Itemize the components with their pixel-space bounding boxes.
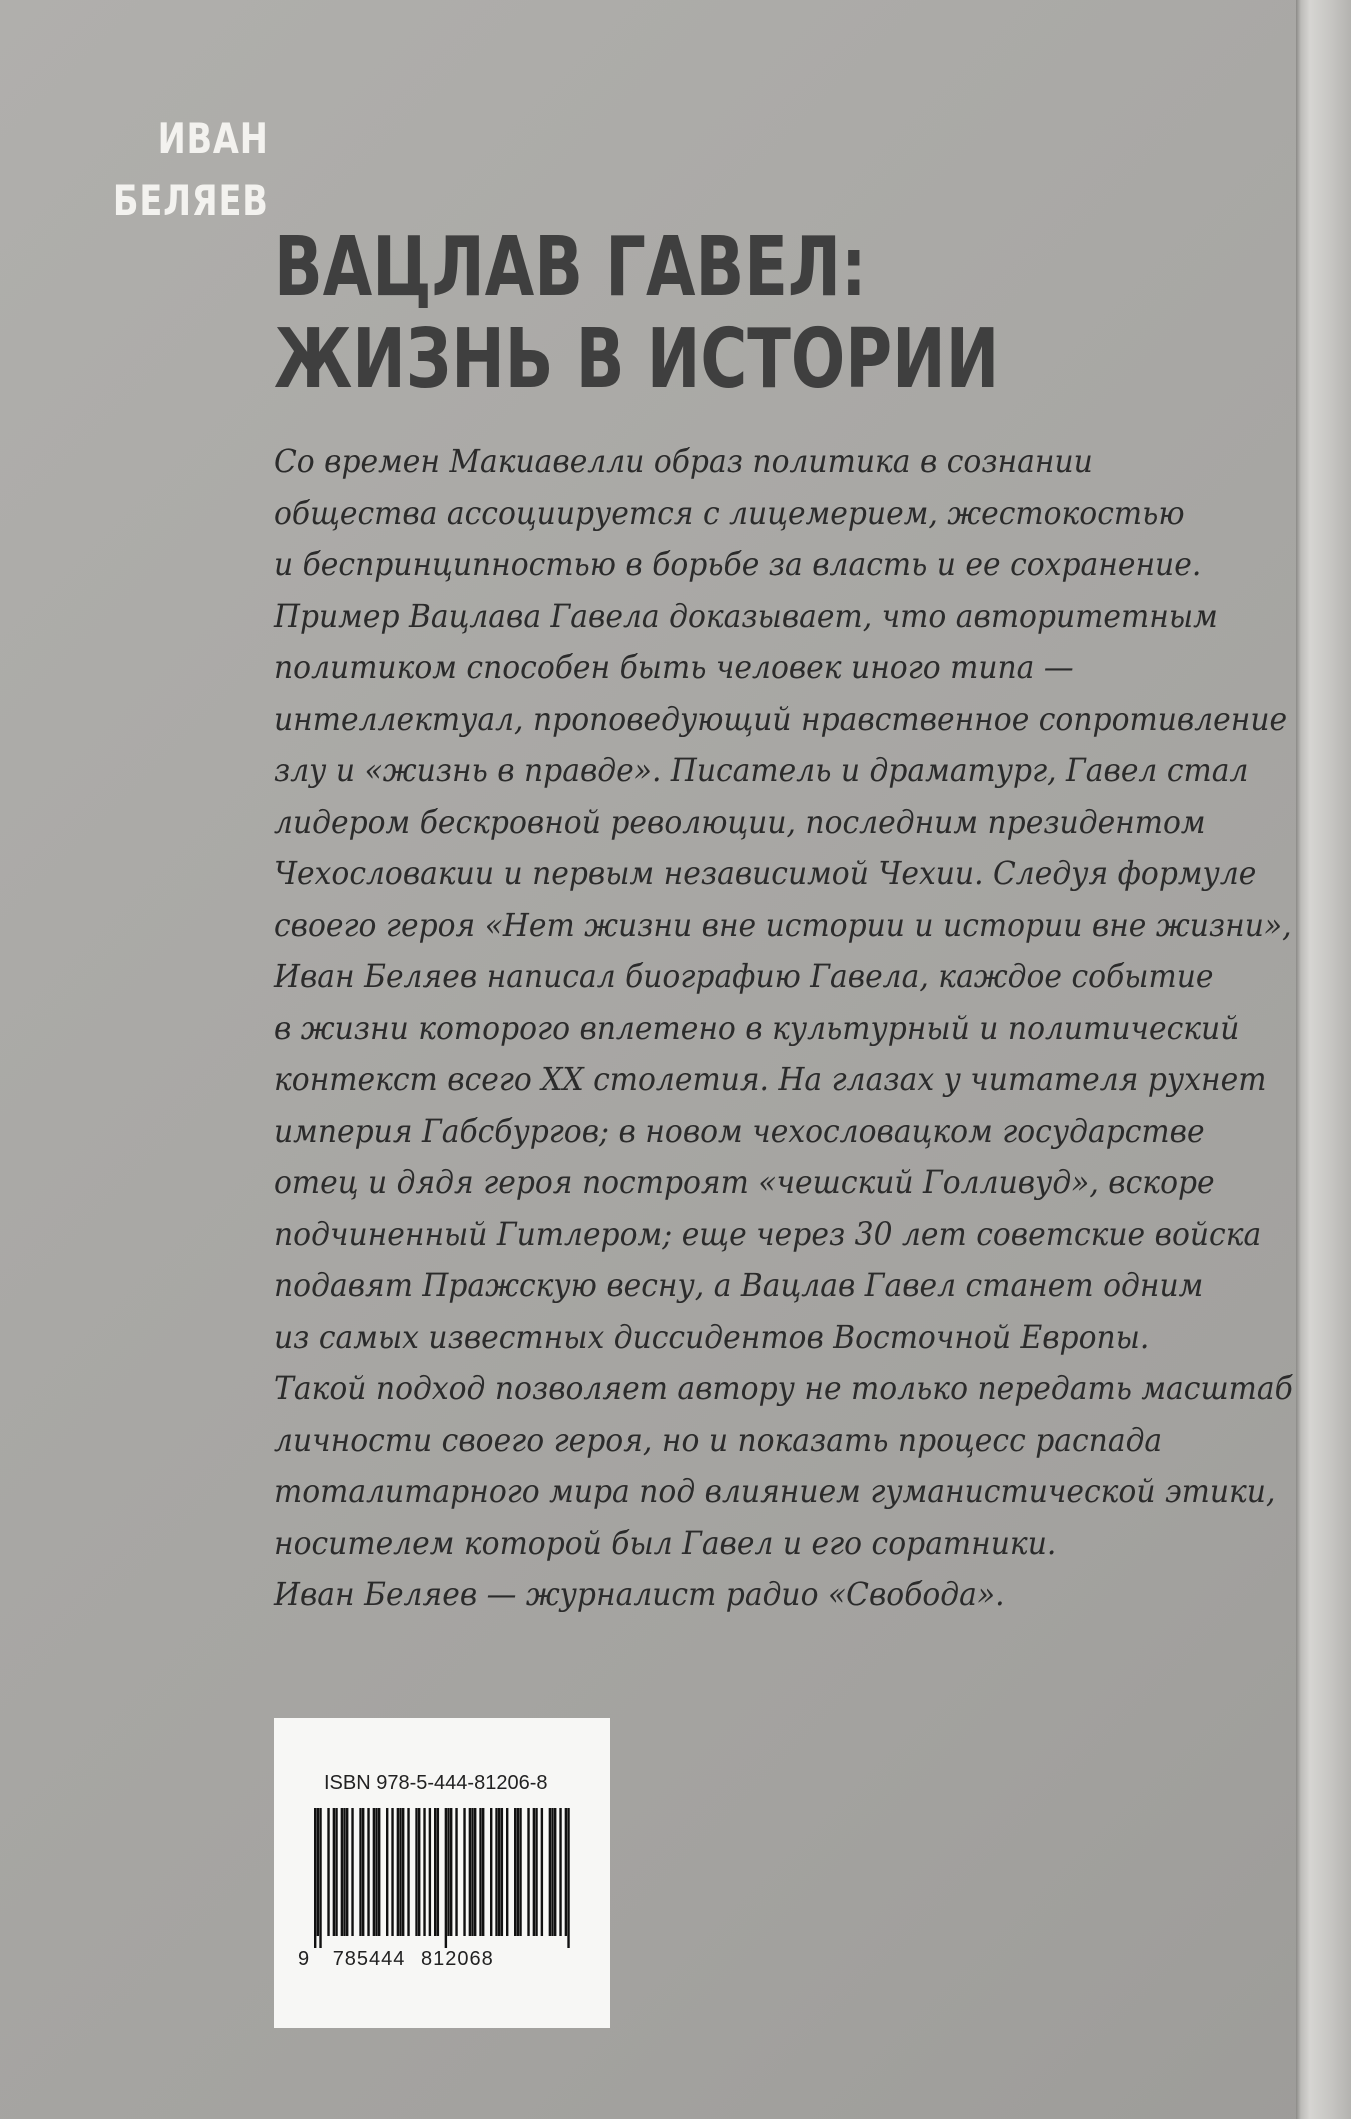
barcode-bar — [565, 1808, 567, 1936]
barcode-bar — [367, 1808, 369, 1936]
barcode-bar — [527, 1808, 529, 1936]
barcode-bar — [551, 1808, 553, 1936]
book-title-line-1: ВАЦЛАВ ГАВЕЛ: — [274, 220, 867, 315]
barcode-digits-left: 785444 — [332, 1948, 406, 1970]
barcode-bar — [378, 1808, 380, 1936]
barcode-bar — [514, 1808, 516, 1936]
barcode-bar — [541, 1808, 543, 1936]
barcode-bar — [434, 1808, 436, 1936]
blurb-line: интеллектуал, проповедующий нравственное сопротивление — [274, 699, 1288, 738]
barcode-bar — [386, 1808, 388, 1936]
barcode-bar — [495, 1808, 497, 1936]
blurb-line: злу и «жизнь в правде». Писатель и драматург, Гавел стал — [274, 751, 1249, 789]
barcode-bar — [391, 1808, 393, 1936]
author-name — [113, 108, 269, 232]
blurb-line: империя Габсбургов; в новом чехословацком государстве — [274, 1111, 1205, 1150]
barcode-bar — [397, 1808, 399, 1936]
barcode-digits-right: 812068 — [421, 1948, 494, 1970]
blurb-line: личности своего героя, но и показать процесс распада — [274, 1420, 1163, 1459]
barcode-bar — [402, 1808, 404, 1936]
blurb-line: политиком способен быть человек иного типа — — [274, 648, 1074, 686]
blurb-line: из самых известных диссидентов Восточной Европы. — [274, 1317, 1150, 1356]
author-bio-line: Иван Беляев — журналист радио «Свобода». — [274, 1575, 1005, 1613]
barcode-bar — [490, 1808, 492, 1936]
barcode-bar — [474, 1808, 476, 1936]
barcode-bar — [498, 1808, 500, 1936]
blurb-line: контекст всего XX столетия. На глазах у читателя рухнет — [274, 1060, 1267, 1098]
barcode-bar — [519, 1808, 521, 1936]
barcode-bar — [447, 1808, 449, 1936]
barcode-bar — [327, 1808, 329, 1936]
author-first-name: ИВАН — [157, 114, 269, 163]
barcode-bar — [445, 1808, 447, 1948]
blurb-line: лидером бескровной революции, последним президентом — [274, 802, 1206, 841]
blurb-line: подавят Пражскую весну, а Вацлав Гавел станет одним — [274, 1266, 1204, 1304]
barcode-bar — [351, 1808, 353, 1936]
barcode-bar — [415, 1808, 417, 1936]
author-last-name: БЕЛЯЕВ — [113, 176, 269, 225]
barcode-bar — [375, 1808, 377, 1936]
blurb-line: общества ассоциируется с лицемерием, жестокостью — [274, 493, 1185, 532]
barcode-bar — [423, 1808, 425, 1936]
barcode-bar — [549, 1808, 551, 1936]
blurb-line: тоталитарного мира под влиянием гуманистической этики, — [274, 1472, 1276, 1510]
barcode-bar — [567, 1808, 569, 1948]
book-blurb — [274, 436, 1293, 1621]
barcode-bar — [362, 1808, 364, 1936]
barcode-bar — [455, 1808, 457, 1936]
barcode-bar — [346, 1808, 348, 1936]
blurb-line: отец и дядя героя построят «чешский Голливуд», вскоре — [274, 1163, 1215, 1201]
barcode-bar — [506, 1808, 508, 1936]
barcode-bar — [319, 1808, 321, 1948]
barcode-bar — [359, 1808, 361, 1936]
blurb-line: Пример Вацлава Гавела доказывает, что авторитетным — [274, 596, 1218, 635]
barcode-bar — [450, 1808, 452, 1936]
barcode-bar — [343, 1808, 345, 1936]
barcode-bar — [335, 1808, 337, 1936]
barcode-bar — [517, 1808, 519, 1936]
barcode-digits — [298, 1948, 494, 1971]
isbn-number: ISBN 978-5-444-81206-8 — [324, 1772, 548, 1794]
barcode-bar — [333, 1808, 335, 1936]
barcode-bar — [533, 1808, 535, 1936]
blurb-line: носителем которой был Гавел и его соратники. — [274, 1523, 1057, 1562]
barcode-digit-first: 9 — [298, 1948, 310, 1970]
book-page-edge — [1296, 0, 1351, 2119]
isbn-barcode-label — [274, 1718, 610, 2028]
barcode-bar — [437, 1808, 439, 1936]
barcode-bar — [317, 1808, 319, 1936]
barcode-bar — [482, 1808, 484, 1936]
barcode-bar — [429, 1808, 431, 1936]
blurb-line: Со времен Макиавелли образ политика в сознании — [274, 442, 1093, 480]
barcode-bar — [418, 1808, 420, 1936]
book-title — [274, 222, 999, 406]
blurb-line: своего героя «Нет жизни вне истории и истории вне жизни», — [274, 905, 1292, 944]
barcode-graphic — [314, 1808, 570, 1948]
blurb-line: подчиненный Гитлером; еще через 30 лет советские войска — [274, 1214, 1262, 1253]
barcode-bar — [341, 1808, 343, 1936]
barcode-bar — [535, 1808, 537, 1936]
barcode-bar — [314, 1808, 316, 1948]
barcode-bar — [463, 1808, 465, 1936]
barcode-bar — [554, 1808, 556, 1936]
blurb-line: Чехословакии и первым независимой Чехии. Следуя формуле — [274, 854, 1257, 892]
barcode-bar — [479, 1808, 481, 1936]
blurb-line: Иван Беляев написал биографию Гавела, каждое событие — [274, 957, 1214, 995]
blurb-line: и беспринципностью в борьбе за власть и ее сохранение. — [274, 545, 1202, 583]
barcode-bar — [373, 1808, 375, 1936]
book-title-line-2: ЖИЗНЬ В ИСТОРИИ — [274, 312, 1000, 407]
barcode-bar — [399, 1808, 401, 1936]
barcode-bar — [501, 1808, 503, 1936]
blurb-line: Такой подход позволяет автору не только передать масштаб — [274, 1369, 1293, 1407]
barcode-bar — [559, 1808, 561, 1936]
barcode-bar — [469, 1808, 471, 1936]
barcode-bar — [407, 1808, 409, 1936]
barcode-bar — [471, 1808, 473, 1936]
blurb-line: в жизни которого вплетено в культурный и политический — [274, 1008, 1240, 1047]
